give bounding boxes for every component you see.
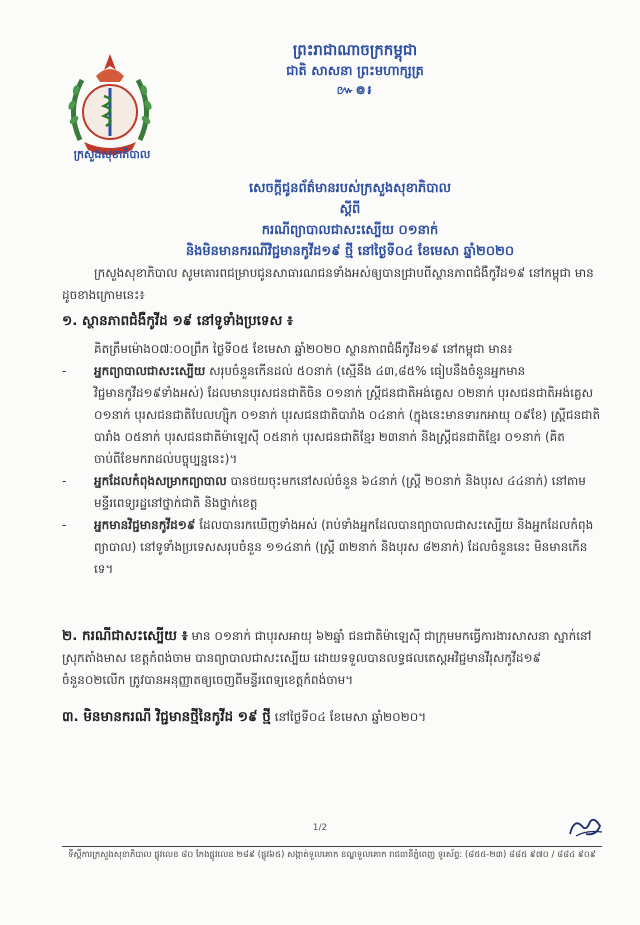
section-2 <box>62 625 602 691</box>
section-1-lead: គិតត្រឹមម៉ោង០៧:០០ព្រឹក ថ្ងៃទី០៥ ខែមេសា ឆ្នាំ២០២០ ស្ថានភាពជំងឺកូវីដ១៩ នៅកម្ពុជា មាន៖ <box>94 342 513 356</box>
footer-address: ទីស្តីការក្រសួងសុខាភិបាល ផ្លូវលេខ ៨០ កែងផ្លូវលេខ ២៨៩ (ផ្លូវ៦៥) សង្កាត់ទួលគោក ខណ្ឌទួលគោក រាជធានីភ្នំពេញ ទូរស័ព្ទ: (៨៥៥-២៣) ៨៨៥ ៩៧០ / ៨៨៤ ៩០៩ <box>68 850 596 860</box>
bullet-dash: - <box>62 364 67 378</box>
list-item <box>62 360 602 470</box>
section-2-text: មាន ០១នាក់ ជាបុរសអាយុ ៦២ឆ្នាំ ជនជាតិម៉ាឡេស៊ី ជាក្រុមមកធ្វើការងារសាសនា ស្នាក់នៅស្រុកតាំងមាស ខេត្តកំពង់ចាម បានព្យាបាលជាសះស្បើយ ដោយទទួលបានលទ្ធផលតេស្តអវិជ្ជមានវីរុសកូវីដ១៩ ចំនួន០២លើក ត្រូវបានអនុញ្ញាតឲ្យចេញពីមន្ទីរពេទ្យខេត្តកំពង់ចាម។ <box>62 629 592 687</box>
bullet-dash: - <box>62 518 67 532</box>
bullet-text: បានថយចុះមកនៅសល់ចំនួន ៦៤នាក់ (ស្ត្រី ២០នាក់ និងបុរស ៤៤នាក់) នៅតាមមន្ទីរពេទ្យរដ្ឋនៅថ្នាក់ជាតិ និងថ្នាក់ខេត្ត <box>94 474 586 510</box>
bullet-dash: - <box>62 474 67 488</box>
bullet-label: អ្នកដែលកំពុងសម្រាកព្យាបាល <box>94 474 227 488</box>
section-3-heading: ៣. មិនមានករណី វិជ្ជមានថ្មីនៃកូវីដ ១៩ ថ្មី <box>62 709 271 725</box>
national-motto: ជាតិ សាសនា ព្រះមហាក្សត្រ <box>286 64 424 79</box>
title-line-2: ស្តីពី <box>339 202 361 217</box>
page-number: 1/2 <box>312 823 328 833</box>
footer-divider <box>62 846 602 847</box>
kingdom-header <box>210 40 500 98</box>
list-item <box>62 514 602 580</box>
title-line-4: និងមិនមានករណីវិជ្ជមានកូវីដ១៩ ថ្មី នៅថ្ងៃទី០៤ ខែមេសា ឆ្នាំ២០២០ <box>185 244 515 259</box>
section-3 <box>62 706 602 728</box>
ministry-name: ក្រសួងសុខាភិបាល <box>73 148 151 161</box>
section-3-text: នៅថ្ងៃទី០៤ ខែមេសា ឆ្នាំ២០២០។ <box>270 710 427 724</box>
bullet-text: សរុបចំនួនកើនដល់ ៥០នាក់ (ស្មើនឹង ៤៣,៨៥% ធៀបនឹងចំនួនអ្នកមានវិជ្ជមានកូវីដ១៩ទាំងអស់) ដែលមានបុរសជនជាតិចិន ០១នាក់ ស្ត្រីជនជាតិអង់គ្លេស ០២នាក់ បុរសជនជាតិអង់គ្លេស ០១នាក់ បុរសជនជាតិបែលហ្ស៊ិក ០១នាក់ បុរសជនជាតិបារាំង ០៤នាក់ (ក្នុងនេះមានទារកអាយុ ០៩ខែ) ស្ត្រីជនជាតិបារាំង ០៥នាក់ បុរសជនជាតិម៉ាឡេស៊ី ០៥នាក់ បុរសជនជាតិខ្មែរ ២៣នាក់ និងស្ត្រីជនជាតិខ្មែរ ០១នាក់ (គិតចាប់ពីខែមករាដល់បច្ចុប្បន្ននេះ)។ <box>94 364 601 466</box>
section-2-heading: ២. ករណីជាសះស្បើយ ៖ <box>62 628 188 644</box>
ministry-of-health-emblem-icon <box>60 50 160 162</box>
section-1-body <box>62 338 602 580</box>
list-item <box>62 470 602 514</box>
title-line-3: ករណីព្យាបាលជាសះស្បើយ ០១នាក់ <box>261 223 439 238</box>
ornament: ៚៙៛ <box>336 83 374 97</box>
intro-paragraph: ក្រសួងសុខាភិបាល សូមគោរពជម្រាបជូនសាធារណជនទាំងអស់ឲ្យបានជ្រាបពីស្ថានភាពជំងឺកូវីដ១៩ នៅកម្ពុជា មានដូចខាងក្រោមនេះ៖ <box>62 266 594 302</box>
section-1-heading: ១. ស្ថានភាពជំងឺកូវីដ ១៩ នៅទូទាំងប្រទេស ៖ <box>62 313 293 329</box>
document-title <box>150 178 550 262</box>
handwritten-initials-icon <box>566 812 606 842</box>
bullet-label: អ្នកព្យាបាលជាសះស្បើយ <box>94 364 206 378</box>
bullet-text: ដែលបានរកឃើញទាំងអស់ (រាប់ទាំងអ្នកដែលបានព្យាបាលជាសះស្បើយ និងអ្នកដែលកំពុងព្យាបាល) នៅទូទាំងប្រទេសសរុបចំនួន ១១៤នាក់ (ស្ត្រី ៣២នាក់ និងបុរស ៨២នាក់) ដែលចំនួននេះ មិនមានកើនទេ។ <box>94 518 594 576</box>
kingdom-title: ព្រះរាជាណាចក្រកម្ពុជា <box>292 41 418 59</box>
title-line-1: សេចក្តីជូនព័ត៌មានរបស់ក្រសួងសុខាភិបាល <box>249 181 451 196</box>
bullet-label: អ្នកមានវិជ្ជមានកូវីដ១៩ <box>94 518 196 532</box>
